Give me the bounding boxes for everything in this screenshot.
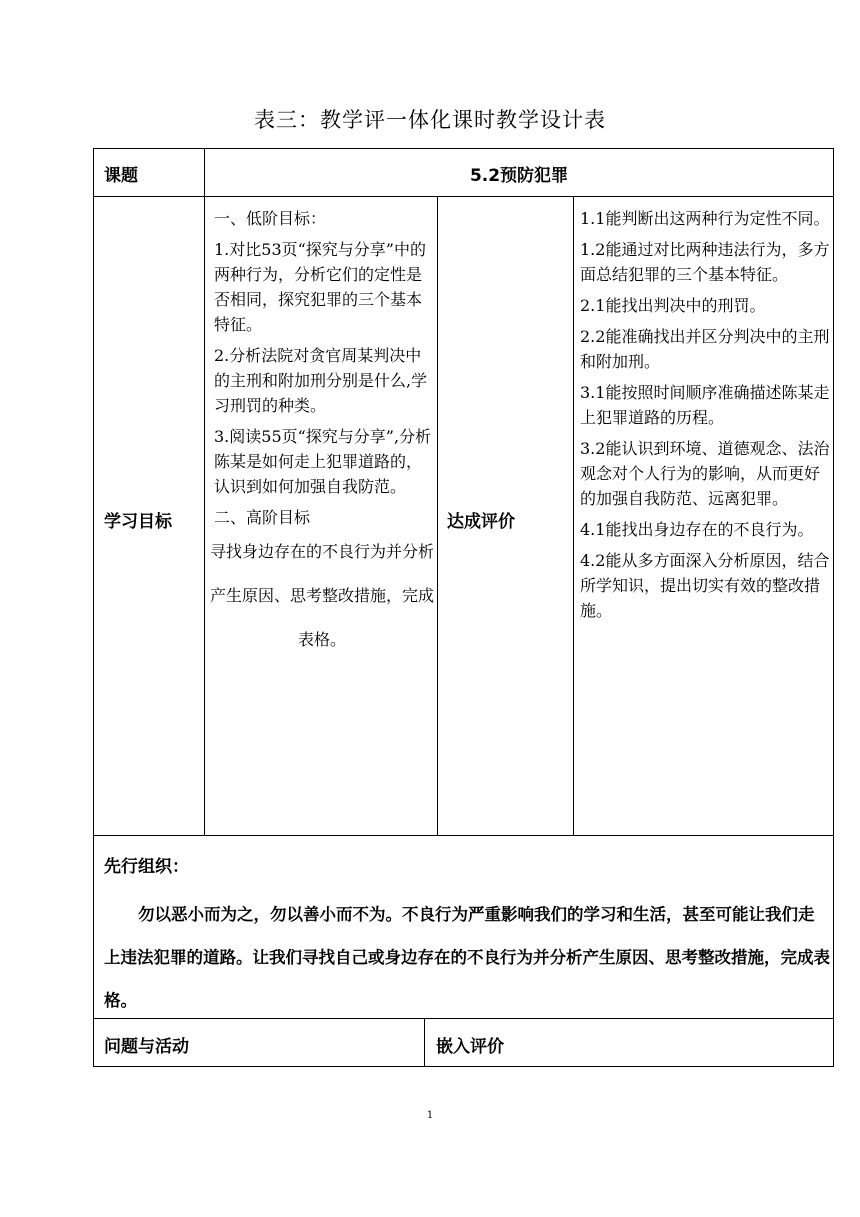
evaluation-item: 1.2能通过对比两种违法行为，多方面总结犯罪的三个基本特征。 [580, 240, 830, 284]
evaluation-item: 3.2能认识到环境、道德观念、法治观念对个人行为的影响，从而更好的加强自我防范、远离犯罪。 [580, 439, 830, 508]
goal-item: 1.对比53页“探究与分享”中的两种行为，分析它们的定性是否相同，探究犯罪的三个基本特征。 [214, 240, 426, 334]
topic-label: 课题 [104, 166, 138, 186]
embedded-evaluation-header: 嵌入评价 [436, 1037, 504, 1057]
evaluation-item: 3.1能按照时间顺序准确描述陈某走上犯罪道路的历程。 [580, 383, 830, 427]
goal-item: 寻找身边存在的不良行为并分析产生原因、思考整改措施，完成表格。 [210, 542, 435, 649]
page-title: 表三：教学评一体化课时教学设计表 [254, 108, 606, 132]
evaluation-item: 4.2能从多方面深入分析原因，结合所学知识，提出切实有效的整改措施。 [580, 551, 830, 620]
page-number: 1 [426, 1110, 434, 1121]
evaluation-item: 1.1能判断出这两种行为定性不同。 [580, 209, 830, 228]
goal-heading-low: 一、低阶目标： [214, 209, 327, 228]
advance-organizer-label: 先行组织： [104, 857, 189, 877]
goal-heading-high: 二、高阶目标 [214, 508, 311, 527]
evaluation-item: 4.1能找出身边存在的不良行为。 [580, 520, 814, 539]
activities-header: 问题与活动 [104, 1037, 189, 1057]
evaluation-content [580, 206, 830, 629]
evaluation-item: 2.1能找出判决中的刑罚。 [580, 296, 766, 315]
goal-item: 2.分析法院对贪官周某判决中的主刑和附加刑分别是什么,学习刑罚的种类。 [214, 346, 428, 415]
evaluation-label: 达成评价 [447, 512, 515, 532]
learning-goals-label: 学习目标 [104, 512, 172, 532]
learning-goals-content [210, 206, 434, 668]
topic-value: 5.2预防犯罪 [469, 166, 569, 186]
advance-organizer-text: 勿以恶小而为之，勿以善小而不为。不良行为严重影响我们的学习和生活，甚至可能让我们走上违法犯罪的道路。让我们寻找自己或身边存在的不良行为并分析产生原因、思考整改措施，完成表格。 [104, 905, 830, 1010]
goal-item: 3.阅读55页“探究与分享”,分析陈某是如何走上犯罪道路的，认识到如何加强自我防范。 [214, 427, 432, 496]
evaluation-item: 2.2能准确找出并区分判决中的主刑和附加刑。 [580, 327, 830, 371]
